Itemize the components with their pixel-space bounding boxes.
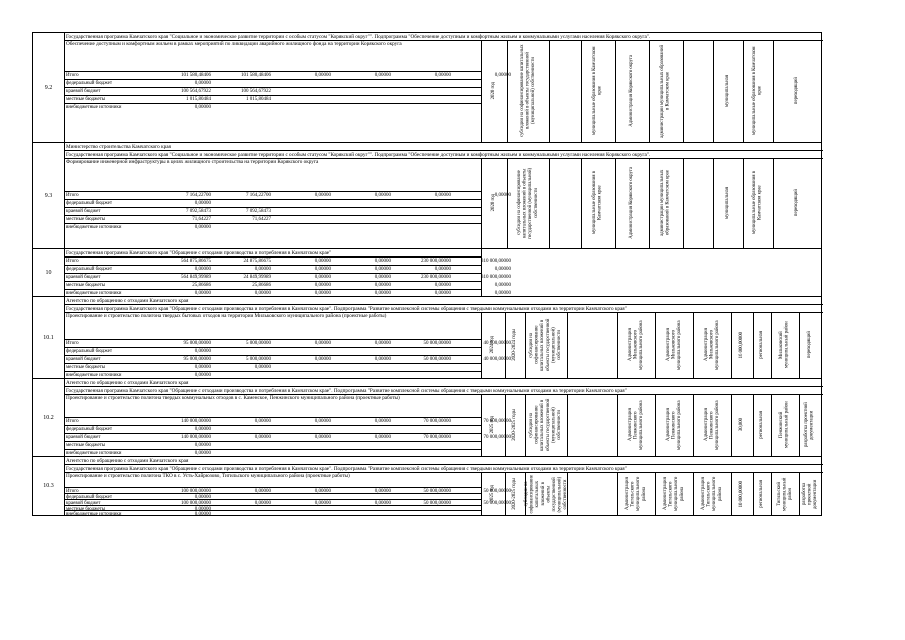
vertical-cell: Администрация Мильковского муниципального района bbox=[627, 320, 644, 370]
vertical-cell: администрации муниципальных образований в Камчатском крае bbox=[660, 169, 671, 237]
program-title: Государственная программа Камчатского края "Социальное и экономическое развитие территории с особым статусом "Корякский округ"". Подпрограмма "Обеспечение доступным и комфортным жильем и коммунальными услугами населения Корякского округа". bbox=[65, 33, 823, 41]
ministry-title: Министерство строительства Камчатского края bbox=[65, 143, 823, 151]
vertical-cell: 10 000,00000 bbox=[739, 480, 745, 508]
finance-row: федеральный бюджет 0,00000 bbox=[65, 493, 481, 499]
row-number: 9.3 bbox=[33, 143, 65, 248]
vertical-cell: муниципальная bbox=[725, 75, 731, 107]
measure-title: Проектирование и строительство полигона твердых бытовых отходов на территории Мильковского муниципального района (проектные работы) bbox=[66, 313, 387, 319]
vertical-cell: 2020 год bbox=[491, 194, 497, 212]
vertical-cell: 2024 год bbox=[490, 336, 496, 354]
vertical-cell: субсидии на софинансирование капитальных вложений в объекты государственной (муниципальной) собственности bbox=[529, 398, 563, 452]
row-10 bbox=[33, 249, 821, 297]
finance-row: местные бюджеты 71,64227 71,64227 bbox=[65, 215, 481, 223]
row-10-2 bbox=[33, 379, 821, 457]
vertical-cell: субсидии на софинансирование капитальных вложений в объекты государственной (муниципальной) собственности bbox=[523, 474, 568, 514]
vertical-cell: Пенжинский муниципальный район bbox=[779, 401, 790, 449]
vertical-cell: Администрация Корякского округа bbox=[629, 167, 635, 239]
agency-title: Агентство по обращению с отходами Камчатского края bbox=[65, 379, 823, 387]
finance-row: Итого 7 164,22700 7 164,22700 0,00000 0,00000 0,00000 0,00000 bbox=[66, 193, 511, 198]
vertical-cell: Администрация Тигильского муниципального района bbox=[624, 476, 647, 512]
vertical-cell: 30,000 bbox=[739, 418, 745, 432]
vertical-cell: Тигильский муниципальный район bbox=[776, 477, 793, 511]
finance-row: краевой бюджет 140 000,00000 0,00000 0,00000 0,00000 70 000,00000 70 000,00000 bbox=[66, 435, 511, 440]
finance-row: внебюджетные источники 0,00000 bbox=[65, 103, 481, 111]
measure-title: Проектирование и строительство полигона твердых коммунальных отходов в с. Каменское, Пенжинского муниципального района (проектные работы) bbox=[66, 395, 400, 401]
finance-row: федеральный бюджет 0,00000 bbox=[65, 425, 481, 433]
finance-row: краевой бюджет 7 092,58473 7 092,58473 bbox=[65, 207, 481, 215]
measure-title: Обеспечение доступным и комфортным жильем в рамках мероприятий по ликвидации аварийного жилищного фонда на территории Корякского округа bbox=[66, 41, 402, 47]
vertical-cell: Администрация Тигильского муниципального района bbox=[700, 476, 723, 512]
vertical-cell: муниципальные образования в Камчатском крае bbox=[592, 46, 603, 136]
agency-title: Агентство по обращению с отходами Камчатского края bbox=[65, 297, 823, 305]
row-10-3 bbox=[33, 457, 821, 515]
row-number: 10.1 bbox=[33, 297, 65, 378]
vertical-cell: переходящий bbox=[807, 331, 813, 359]
vertical-cell: муниципальные образования в Камчатском крае bbox=[752, 46, 763, 136]
finance-row: внебюджетные источники 0,00000 bbox=[65, 449, 481, 457]
vertical-cell: Администрация Пенжинского муниципального района bbox=[665, 400, 682, 450]
finance-row: федеральный бюджет 0,00000 bbox=[65, 199, 481, 207]
document-table bbox=[32, 32, 822, 516]
finance-row: внебюджетные источники 0,00000 bbox=[65, 371, 481, 379]
vertical-cell: муниципальная bbox=[725, 187, 731, 219]
finance-row: краевой бюджет 100 000,00000 0,00000 0,00000 0,00000 50 000,00000 50 000,00000 bbox=[66, 501, 511, 506]
vertical-cell: 2020-2025 годы bbox=[512, 409, 518, 441]
vertical-cell: переходящий bbox=[794, 189, 800, 217]
measure-title: Формирование инженерной инфраструктуры в целях жилищного строительства на территории Корякского округа bbox=[66, 159, 319, 165]
finance-row: местные бюджеты 0,00000 bbox=[65, 505, 481, 510]
vertical-cell: 2020 год bbox=[491, 82, 497, 100]
vertical-cell: разработка проектной документации bbox=[804, 402, 815, 448]
vertical-cell: Администрация Тигильского муниципального района bbox=[662, 476, 685, 512]
vertical-cell: администрации муниципальных образований в Камчатском крае bbox=[660, 44, 671, 138]
vertical-cell: субсидии на софинансирование капитальных вложений в объекты государственной (муниципальной) собственности bbox=[519, 44, 536, 138]
finance-row: внебюджетные источники 0,00000 bbox=[65, 510, 481, 515]
vertical-cell: разработка проектной документации bbox=[801, 479, 818, 509]
finance-row: местные бюджеты 0,00000 bbox=[65, 441, 481, 449]
finance-row: Итого 101 580,48406 101 580,48406 0,00000 0,00000 0,00000 0,00000 bbox=[66, 73, 511, 78]
vertical-cell: Администрация Пенжинского муниципального района bbox=[627, 400, 644, 450]
program-title: Государственная программа Камчатского края "Обращение с отходами производства и потребления в Камчатском крае". Подпрограмма "Развитие комплексной системы обращения с твердыми коммунальными отходами на территории Камчатского края" bbox=[65, 305, 823, 313]
finance-row: местные бюджеты 1 015,80484 1 015,80484 bbox=[65, 95, 481, 103]
finance-row: Итого 95 000,00000 5 000,00000 0,00000 0,00000 50 000,00000 40 000,00000 bbox=[66, 341, 511, 346]
row-number: 10.2 bbox=[33, 379, 65, 456]
vertical-cell: Администрация Мильковского муниципального района bbox=[703, 320, 720, 370]
vertical-cell: субсидии на софинансирование капитальных вложений в объекты государственной (муниципальной) собственности bbox=[529, 318, 563, 372]
program-title: Государственная программа Камчатского края "Социальное и экономическое развитие территории с особым статусом "Корякский округ"". Подпрограмма "Обеспечение доступным и комфортным жильем и коммунальными услугами населения Корякского округа". bbox=[65, 151, 823, 159]
finance-row: федеральный бюджет 0,00000 bbox=[65, 79, 481, 87]
row-number: 10 bbox=[33, 249, 65, 296]
vertical-cell: субсидии на софинансирование капитальных вложений в объекты государственной (муниципальной) собственности bbox=[516, 167, 539, 239]
vertical-cell: региональная bbox=[759, 411, 765, 439]
finance-row: краевой бюджет 564 849,99989 24 849,99989 0,00000 0,00000 230 000,00000 310 000,00000 bbox=[66, 275, 511, 280]
vertical-cell: Администрация Корякского округа bbox=[629, 55, 635, 127]
vertical-cell: 16 000,00000 bbox=[739, 331, 745, 359]
vertical-cell: Мильковский муниципальный район bbox=[779, 321, 790, 369]
finance-row: федеральный бюджет 0,00000 bbox=[65, 347, 481, 355]
vertical-cell: переходящий bbox=[794, 77, 800, 105]
finance-row: федеральный бюджет 0,00000 0,00000 0,00000 0,00000 0,00000 0,00000 bbox=[66, 267, 511, 272]
finance-row: краевой бюджет 100 564,67922 100 564,67922 bbox=[65, 87, 481, 95]
finance-row: Итого 100 000,00000 0,00000 0,00000 0,00000 50 000,00000 50 000,00000 bbox=[66, 489, 511, 494]
finance-row: Итого 564 875,86675 24 875,86675 0,00000 0,00000 230 000,00000 310 000,00000 bbox=[66, 259, 511, 264]
vertical-cell: региональная bbox=[759, 331, 765, 359]
finance-row: внебюджетные источники 0,00000 bbox=[65, 223, 481, 231]
program-title: Государственная программа Камчатского края "Обращение с отходами производства и потребления в Камчатском крае". Подпрограмма "Развитие комплексной системы обращения с твердыми коммунальными отходами на территории Камчатского края" bbox=[65, 465, 823, 473]
vertical-cell: 2025 год bbox=[490, 485, 496, 503]
measure-title: Проектирование и строительство полигона ТКО в с. Усть-Хайрюзово, Тигильского муниципального района (проектные работы) bbox=[66, 473, 350, 479]
row-number: 9.2 bbox=[33, 33, 65, 142]
program-title: Государственная программа Камчатского края "Обращение с отходами производства и потребления в Камчатском крае" bbox=[65, 249, 481, 257]
vertical-cell: 2020-2024 годы bbox=[512, 329, 518, 361]
finance-row: местные бюджеты 25,86686 25,86686 0,00000 0,00000 0,00000 0,00000 bbox=[66, 283, 511, 288]
vertical-cell: муниципальные образования в Камчатском крае bbox=[752, 171, 763, 235]
finance-row: краевой бюджет 95 000,00000 5 000,00000 0,00000 0,00000 50 000,00000 40 000,00000 bbox=[66, 357, 511, 362]
vertical-cell: 2025 год bbox=[490, 416, 496, 434]
vertical-cell: региональная bbox=[759, 480, 765, 508]
program-title: Государственная программа Камчатского края "Обращение с отходами производства и потребления в Камчатском крае". Подпрограмма "Развитие комплексной системы обращения с твердыми коммунальными отходами на территории Камчатского края" bbox=[65, 387, 823, 395]
row-number: 10.3 bbox=[33, 457, 65, 515]
vertical-cell: Администрация Пенжинского муниципального района bbox=[703, 400, 720, 450]
row-10-1 bbox=[33, 297, 821, 379]
agency-title: Агентство по обращению с отходами Камчатского края bbox=[65, 457, 823, 465]
vertical-cell: муниципальные образования в Камчатском крае bbox=[592, 171, 603, 235]
vertical-cell: 2020-2025 годы bbox=[512, 478, 518, 510]
row-9-3 bbox=[33, 143, 821, 249]
finance-row: местные бюджеты 0,00000 0,00000 bbox=[65, 363, 481, 371]
vertical-cell: Администрация Мильковского муниципального района bbox=[665, 320, 682, 370]
finance-row: внебюджетные источники 0,00000 0,00000 0,00000 0,00000 0,00000 0,00000 bbox=[66, 291, 511, 296]
finance-row: Итого 140 000,00000 0,00000 0,00000 0,00000 70 000,00000 70 000,00000 bbox=[66, 419, 511, 424]
row-9-2 bbox=[33, 33, 821, 143]
